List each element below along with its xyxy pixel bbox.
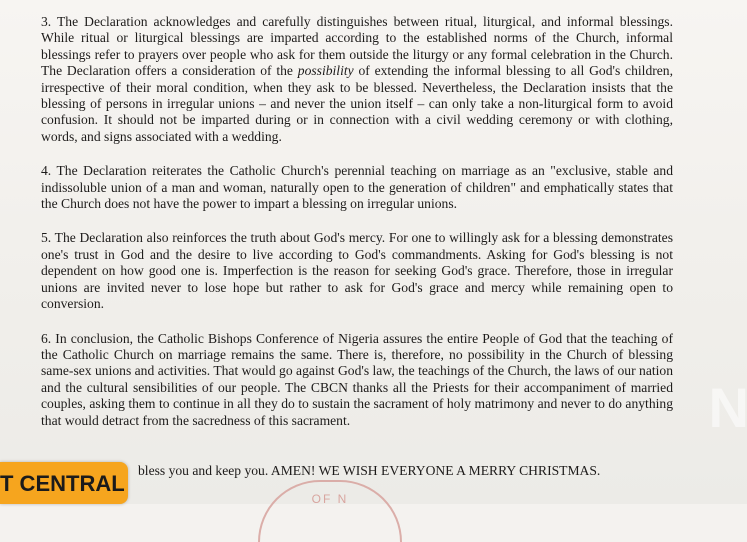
ticker-label: T CENTRAL — [0, 471, 125, 496]
document-body — [41, 14, 673, 447]
seal-stamp — [258, 480, 402, 542]
paragraph-4: 4. The Declaration reiterates the Catholic Church's perennial teaching on marriage as an "exclusive, stable and indissoluble union of a man and woman, naturally open to the generation of children" and emphatically states that the Church does not have the power to impart a blessing on irregular unions. — [41, 163, 673, 212]
emphasis-possibility: possibility — [297, 63, 354, 79]
paragraph-5: 5. The Declaration also reinforces the truth about God's mercy. For one to willingly ask for a blessing demonstrates one's trust in God and the desire to live according to God's commandments. Asking for God's blessing is not dependent on how good one is. Imperfection is the reason for seeking God's grace. Therefore, those in irregular unions are invited never to lose hope but rather to ask for God's grace and mercy while remaining open to conversion. — [41, 230, 673, 312]
paragraph-3: 3. The Declaration acknowledges and carefully distinguishes between ritual, liturgical, and informal blessings. While ritual or liturgical blessings are imparted according to the established norms of the Church, informal blessings refer to prayers over people who ask for them outside the liturgy or any formal celebration in the Church. The Declaration offers a consideration of the possibility of extending the informal blessing to all God's children, irrespective of their moral condition, when they ask to be blessed. Nevertheless, the Declaration insists that the blessing of persons in irregular unions – and never the union itself – can only take a non-liturgical form to avoid confusion. It should not be imparted during or in connection with a civil wedding ceremony or with clothing, words, and signs associated with a wedding. — [41, 14, 673, 144]
news-ticker-badge — [0, 462, 128, 504]
paragraph-6: 6. In conclusion, the Catholic Bishops Conference of Nigeria assures the entire People of God that the teaching of the Catholic Church on marriage remains the same. There is, therefore, no possibility in the Church of blessing same-sex unions and activities. That would go against God's law, the teachings of the Church, the laws of our nation and the cultural sensibilities of our people. The CBCN thanks all the Priests for their accompaniment of married couples, asking them to continue in all they do to sustain the sacrament of holy matrimony and never to do anything that would detract from the sacredness of this sacrament. — [41, 330, 673, 428]
closing-line: bless you and keep you. AMEN! WE WISH EVERYONE A MERRY CHRISTMAS. — [138, 463, 601, 478]
seal-text: OF N — [311, 492, 349, 506]
channel-watermark: N — [708, 378, 747, 438]
